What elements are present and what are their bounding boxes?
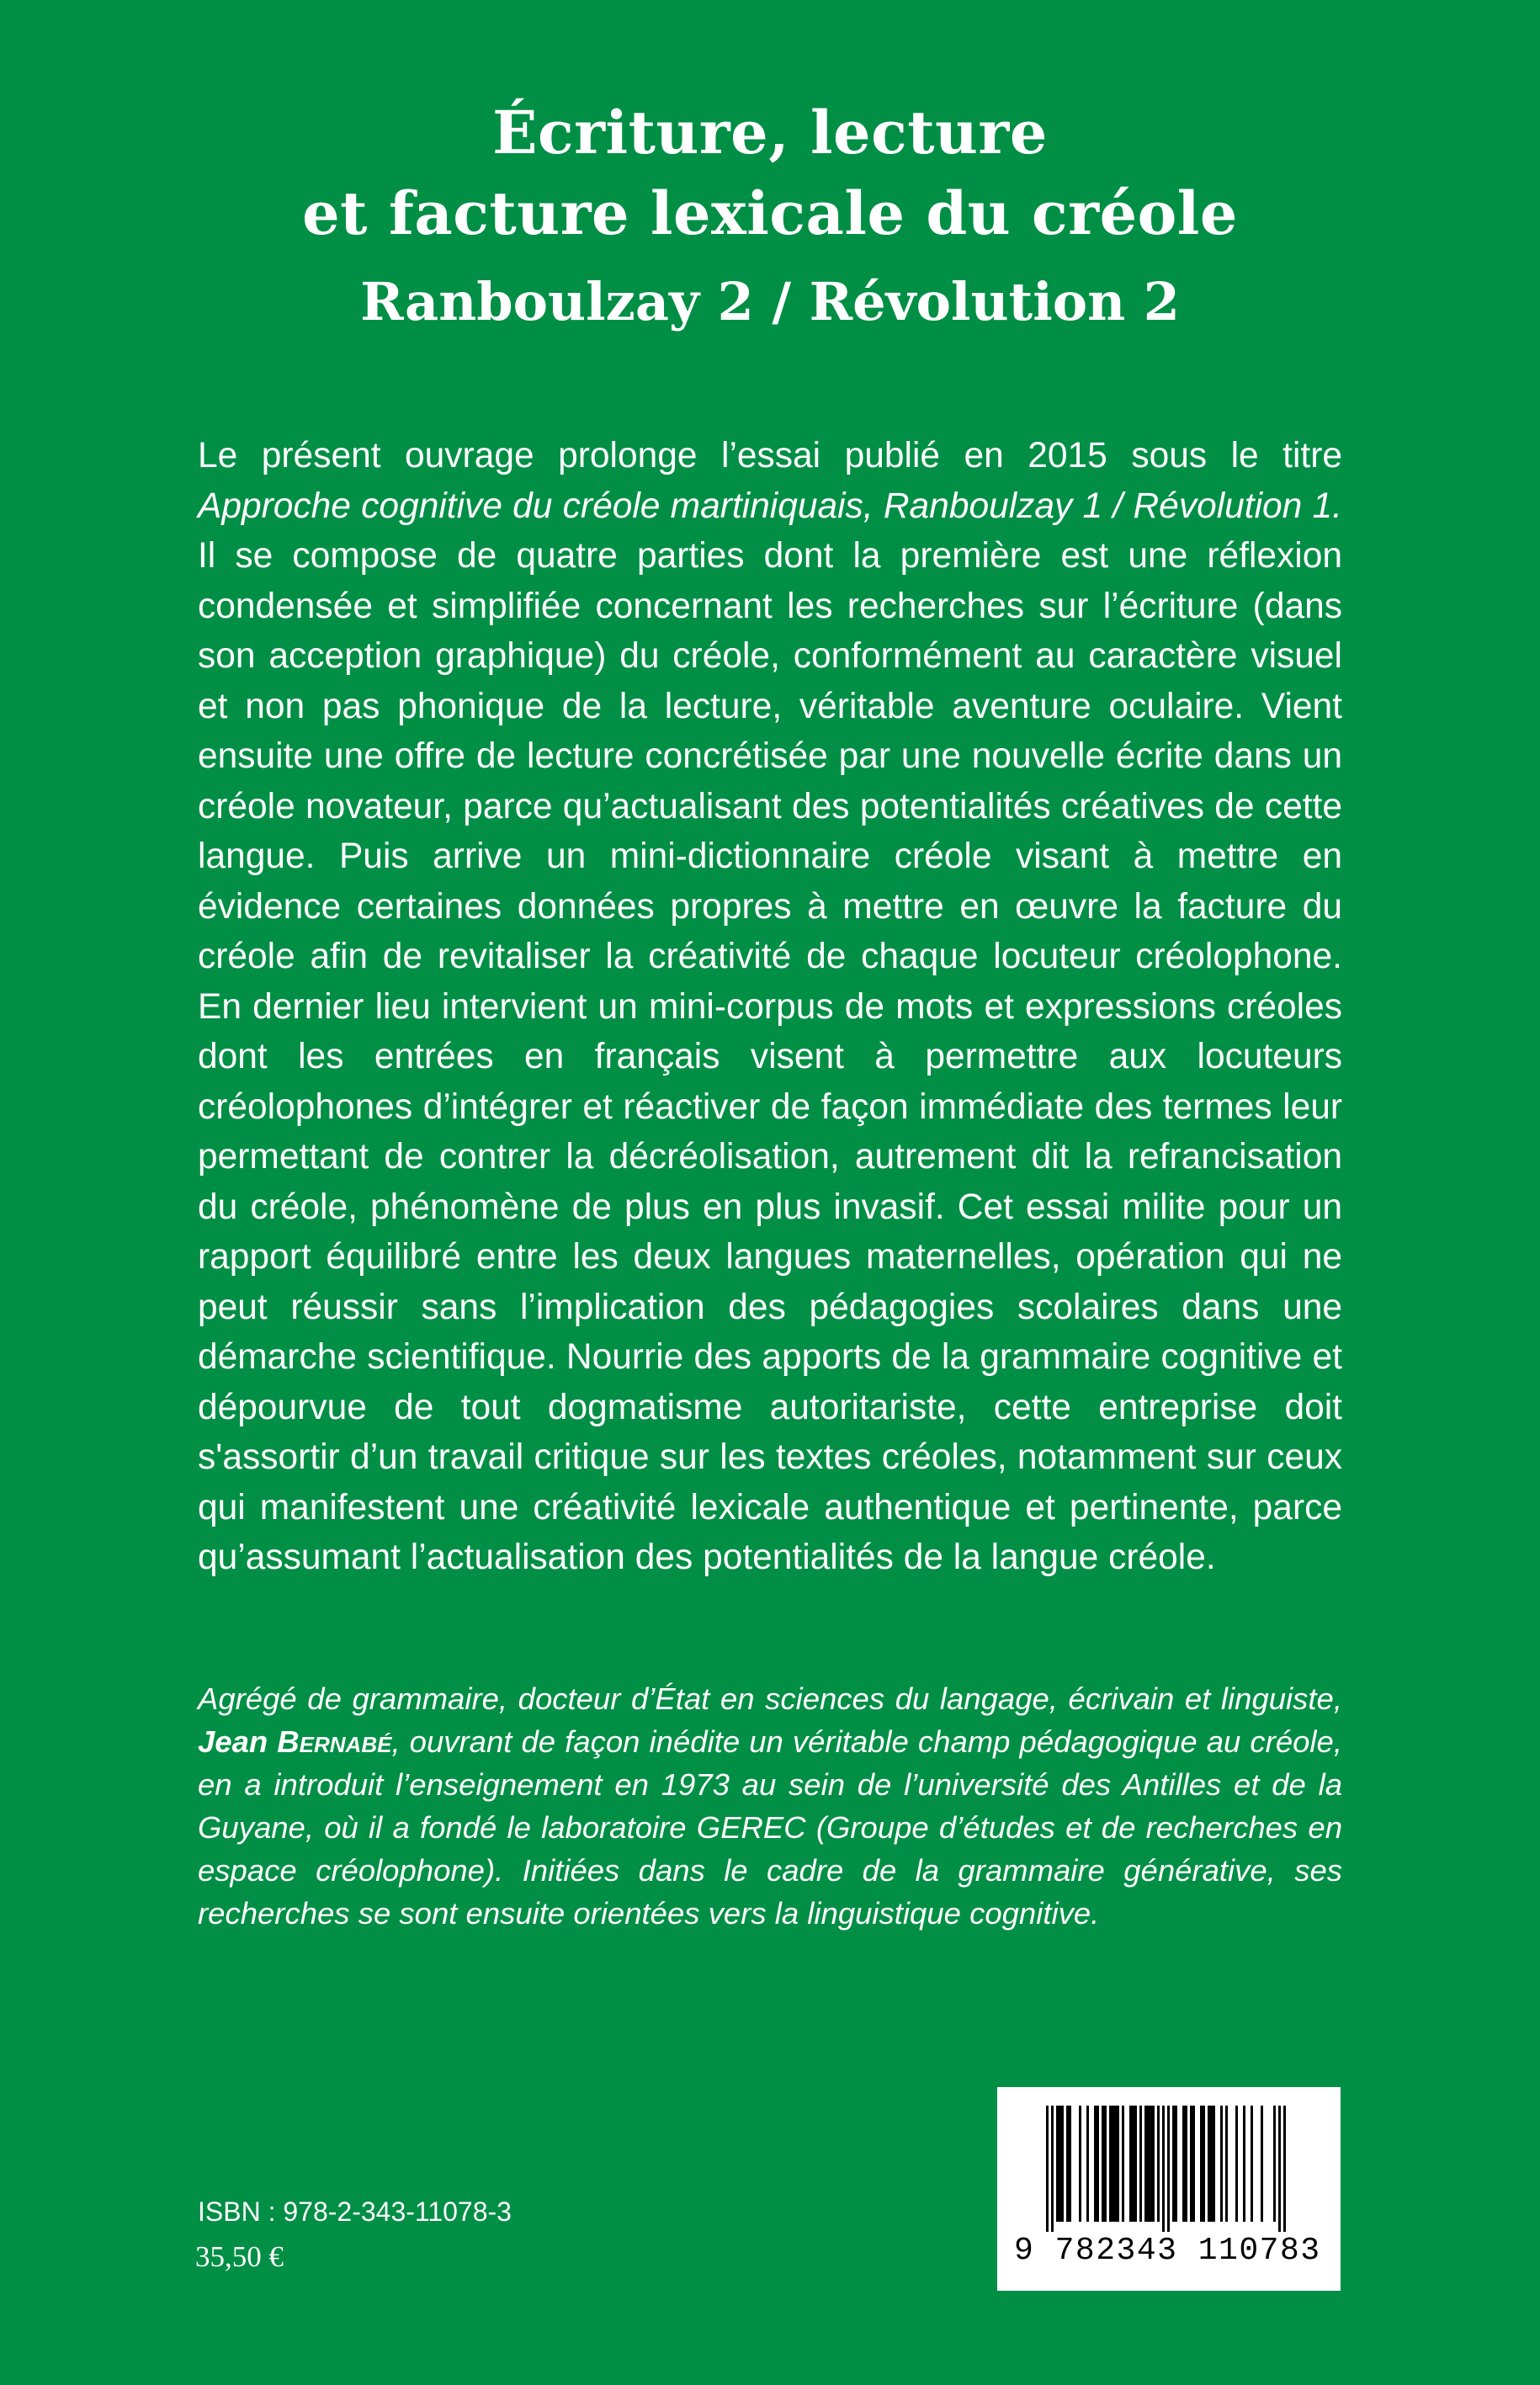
barcode xyxy=(997,2087,1341,2291)
bio-intro: Agrégé de grammaire, docteur d’État en sciences du langage, écrivain et linguiste, xyxy=(198,1681,1342,1716)
cited-title: Approche cognitive du créole martiniquais, Ranboulzay 1 / Révolution 1. xyxy=(198,486,1342,526)
barcode-bar xyxy=(1220,2106,1223,2222)
barcode-bar xyxy=(1152,2106,1155,2222)
barcode-bar xyxy=(1251,2106,1253,2222)
barcode-bars xyxy=(1038,2106,1300,2232)
title-block xyxy=(0,93,1540,338)
barcode-bar xyxy=(1066,2106,1069,2222)
barcode-bar xyxy=(1094,2106,1097,2222)
barcode-bar xyxy=(1192,2106,1195,2222)
barcode-bar xyxy=(1213,2106,1215,2222)
barcode-bar xyxy=(1185,2106,1187,2222)
summary-intro: Le présent ouvrage prolonge l’essai publié en 2015 sous le titre xyxy=(198,436,1342,475)
barcode-bar xyxy=(1273,2106,1276,2222)
barcode-bar xyxy=(1243,2106,1245,2222)
barcode-bar xyxy=(1210,2106,1213,2222)
barcode-bar xyxy=(1109,2106,1112,2222)
barcode-bar xyxy=(1182,2106,1185,2222)
book-title-line-1: Écriture, lecture xyxy=(492,98,1048,167)
barcode-bar xyxy=(1046,2106,1049,2232)
barcode-bar xyxy=(1122,2106,1124,2222)
barcode-bar xyxy=(1235,2106,1238,2222)
barcode-bar xyxy=(1278,2106,1281,2232)
summary-body: Il se compose de quatre parties dont la première est une réflexion condensée et simplifiée concernant les recherches sur l’écriture (dans son acception graphique) du créole, conformément au caractère visuel et non pas phonique de la lecture, véritable aventure oculaire. Vient ensuite une offre de lecture concrétisée par une nouvelle écrite dans un créole novateur, parce qu’actualisant des potentialités créatives de cette langue. Puis arrive un mini-dictionnaire créole visant à mettre en évidence certaines données propres à mettre en œuvre la facture du créole afin de revitaliser la créativité de chaque locuteur créolophone. En dernier lieu intervient un mini-corpus de mots et expressions créoles dont les entrées en français visent à permettre aux locuteurs créolophones d’intégrer et réactiver de façon immédiate des termes leur permettant de contrer la décréolisation, autrement dit la refrancisation du créole, phénomène de plus en plus invasif. Cet essai milite pour un rapport équilibré entre les deux langues maternelles, opération qui ne peut réussir sans l’implication des pédagogies scolaires dans une démarche scientifique. Nourrie des apports de la grammaire cognitive et dépourvue de tout dogmatisme autoritariste, cette entreprise doit s'assortir d’un travail critique sur les textes créoles, notamment sur ceux qui manifestent une créativité lexicale authentique et pertinente, parce qu’assumant l’actualisation des potentialités de la langue créole. xyxy=(198,536,1342,1577)
barcode-bar xyxy=(1132,2106,1134,2222)
book-title-line-2: et facture lexicale du créole xyxy=(302,178,1238,248)
barcode-bar xyxy=(1190,2106,1192,2222)
barcode-bar xyxy=(1086,2106,1089,2222)
barcode-bar xyxy=(1056,2106,1059,2222)
barcode-bar xyxy=(1208,2106,1210,2222)
barcode-bar xyxy=(1112,2106,1114,2222)
bio-text: , ouvrant de façon inédite un véritable champ pédagogique au créole, en a introduit l’enseignement en 1973 au sein de l’université des Antilles et de la Guyane, où il a fondé le laboratoire GEREC (Groupe d’études et de recherches en espace créolophone). Initiées dans le cadre de la grammaire générative, ses recherches se sont ensuite orientées vers la linguistique cognitive. xyxy=(198,1724,1342,1931)
barcode-bar xyxy=(1144,2106,1147,2222)
author-first-name: Jean xyxy=(198,1724,268,1759)
barcode-bar xyxy=(1203,2106,1205,2222)
barcode-bar xyxy=(1162,2106,1165,2232)
book-subtitle: Ranboulzay 2 / Révolution 2 xyxy=(360,271,1180,332)
isbn: ISBN : 978-2-343-11078-3 xyxy=(198,2196,512,2227)
barcode-bar xyxy=(1147,2106,1150,2222)
barcode-bar xyxy=(1104,2106,1107,2222)
barcode-bar xyxy=(1069,2106,1071,2222)
author-bio xyxy=(198,1677,1342,1935)
barcode-bar xyxy=(1283,2106,1286,2232)
author-last-name: Bernabé xyxy=(277,1724,392,1759)
barcode-bar xyxy=(1059,2106,1061,2222)
price: 35,50 € xyxy=(195,2240,284,2273)
summary-text xyxy=(198,431,1342,1583)
barcode-bar xyxy=(1200,2106,1203,2222)
barcode-bar xyxy=(1134,2106,1137,2222)
barcode-digits: 9 782343 110783 xyxy=(1014,2233,1321,2269)
barcode-bar xyxy=(1261,2106,1263,2222)
barcode-bar xyxy=(1097,2106,1099,2222)
barcode-bar xyxy=(1051,2106,1054,2232)
barcode-bar xyxy=(1139,2106,1142,2222)
barcode-bar xyxy=(1172,2106,1175,2222)
barcode-bar xyxy=(1175,2106,1177,2222)
barcode-bar xyxy=(1129,2106,1132,2222)
barcode-bar xyxy=(1157,2106,1160,2222)
barcode-bar xyxy=(1102,2106,1104,2222)
barcode-bar xyxy=(1114,2106,1117,2222)
barcode-bar xyxy=(1150,2106,1152,2222)
barcode-bar xyxy=(1061,2106,1064,2222)
barcode-bar xyxy=(1117,2106,1119,2222)
barcode-bar xyxy=(1225,2106,1228,2222)
barcode-bar xyxy=(1079,2106,1081,2222)
barcode-bar xyxy=(1167,2106,1170,2232)
